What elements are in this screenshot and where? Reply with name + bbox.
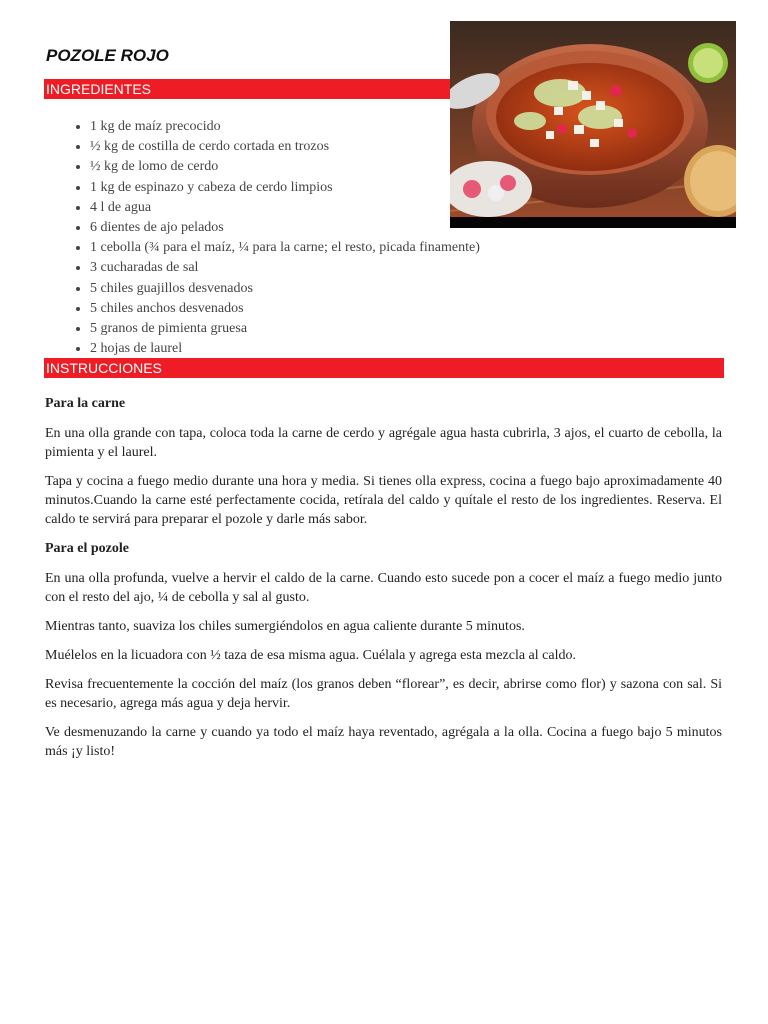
instructions-heading: INSTRUCCIONES — [44, 358, 724, 378]
ingredients-list — [66, 117, 480, 359]
instruction-paragraph: Ve desmenuzando la carne y cuando ya todo el maíz haya reventado, agrégala a la olla. Cocina a fuego bajo 5 minutos más ¡y listo! — [45, 725, 722, 759]
instruction-paragraph: Muélelos en la licuadora con ½ taza de esa misma agua. Cuélala y agrega esta mezcla al caldo. — [45, 648, 576, 663]
instruction-paragraph: En una olla profunda, vuelve a hervir el caldo de la carne. Cuando esto sucede pon a cocer el maíz a fuego medio junto con el resto del ajo, ¼ de cebolla y sal al gusto. — [45, 571, 722, 605]
pozole-photo — [450, 21, 736, 228]
list-item: • 5 chiles anchos desvenados — [90, 299, 480, 319]
instruction-paragraph: Revisa frecuentemente la cocción del maíz (los granos deben “florear”, es decir, abrirse como flor) y sazona con sal. Si es necesario, agrega más agua y deja hervir. — [45, 677, 722, 711]
instruction-paragraph: Mientras tanto, suaviza los chiles sumergiéndolos en agua caliente durante 5 minutos. — [45, 619, 525, 634]
list-item: • 6 dientes de ajo pelados — [90, 218, 480, 238]
list-item: • 4 l de agua — [90, 198, 480, 218]
pozole-subheading: Para el pozole — [45, 541, 129, 556]
list-item: • ½ kg de lomo de cerdo — [90, 157, 480, 177]
ingredients-heading: INGREDIENTES — [44, 79, 452, 99]
instructions-body — [45, 394, 722, 771]
instruction-paragraph: En una olla grande con tapa, coloca toda la carne de cerdo y agrégale agua hasta cubrirla, 3 ajos, el cuarto de cebolla, la pimienta y el laurel. — [45, 426, 722, 460]
recipe-title: POZOLE ROJO — [46, 46, 169, 65]
meat-subheading: Para la carne — [45, 396, 126, 411]
list-item: • ½ kg de costilla de cerdo cortada en trozos — [90, 137, 480, 157]
list-item: • 5 chiles guajillos desvenados — [90, 279, 480, 299]
list-item: • 1 cebolla (¾ para el maíz, ¼ para la carne; el resto, picada finamente) — [90, 238, 480, 258]
list-item: • 2 hojas de laurel — [90, 339, 480, 359]
list-item: • 1 kg de espinazo y cabeza de cerdo limpios — [90, 178, 480, 198]
instruction-paragraph: Tapa y cocina a fuego medio durante una hora y media. Si tienes olla express, cocina a fuego bajo aproximadamente 40 minutos.Cuando la carne esté perfectamente cocida, retírala del caldo y quítale el resto de los ingredientes. Reserva. El caldo te servirá para preparar el pozole y darle más sabor. — [45, 474, 722, 527]
list-item: • 1 kg de maíz precocido — [90, 117, 480, 137]
list-item: • 5 granos de pimienta gruesa — [90, 319, 480, 339]
list-item: • 3 cucharadas de sal — [90, 258, 480, 278]
